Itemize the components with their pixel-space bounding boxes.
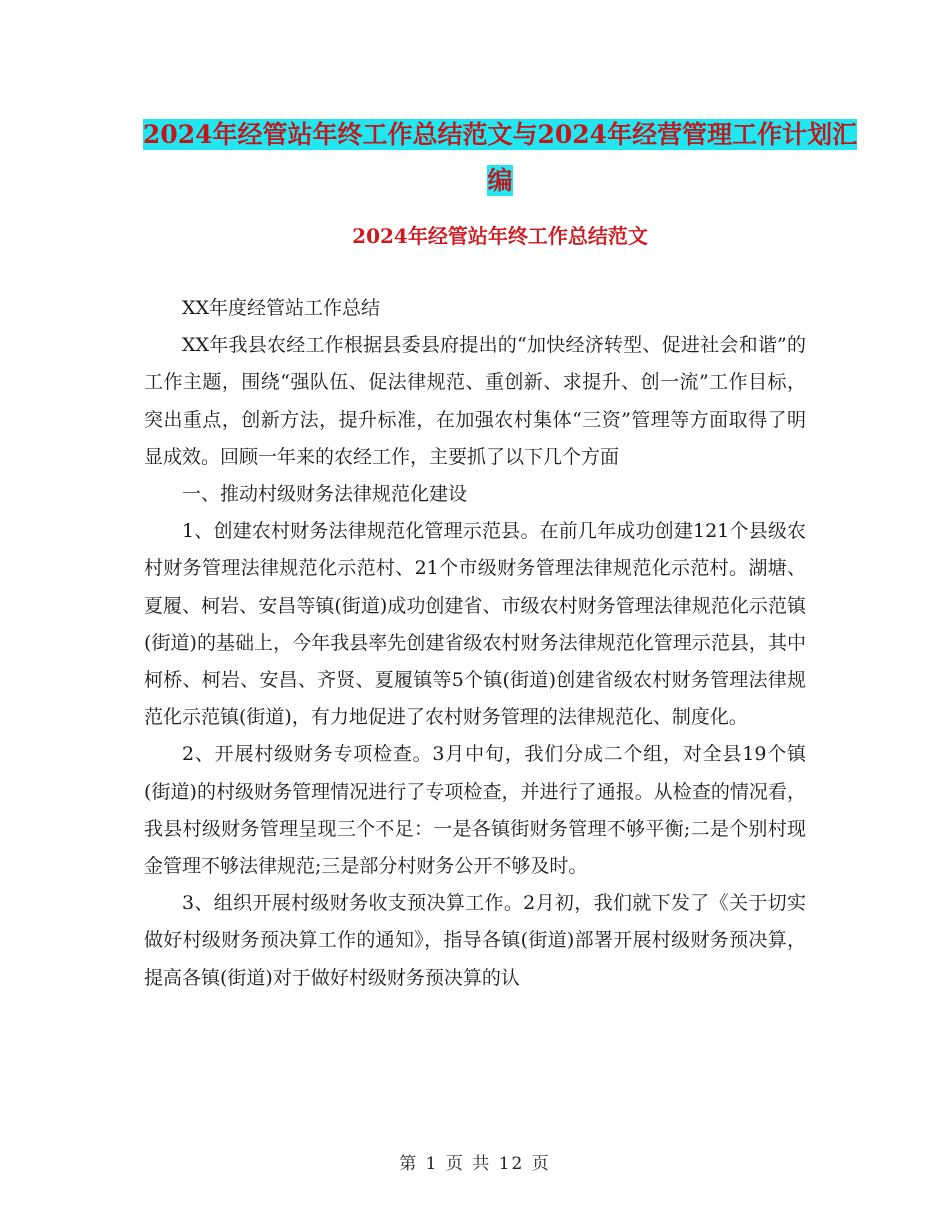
paragraph-intro: XX年我县农经工作根据县委县府提出的“加快经济转型、促进社会和谐”的工作主题，围绕“强队伍、促法律规范、重创新、求提升、创一流”工作目标，突出重点，创新方法，提升标准，在加强农村集体“三资”管理等方面取得了明显成效。回顾一年来的农经工作，主要抓了以下几个方面: [144, 334, 806, 468]
paragraph-item-1: 1、创建农村财务法律规范化管理示范县。在前几年成功创建121个县级农村财务管理法律规范化示范村、21个市级财务管理法律规范化示范村。湖塘、夏履、柯岩、安昌等镇(街道)成功创建省、市级农村财务管理法律规范化示范镇(街道)的基础上，今年我县率先创建省级农村财务法律规范化管理示范县，其中柯桥、柯岩、安昌、齐贤、夏履镇等5个镇(街道)创建省级农村财务管理法律规范化示范镇(街道)，有力地促进了农村财务管理的法律规范化、制度化。: [144, 520, 806, 729]
page-footer: 第 1 页 共 12 页: [399, 1154, 551, 1174]
paragraph-item-3: 3、组织开展村级财务收支预决算工作。2月初，我们就下发了《关于切实做好村级财务预决算工作的通知》，指导各镇(街道)部署开展村级财务预决算，提高各镇(街道)对于做好村级财务预决算的认: [144, 892, 806, 989]
section-title: 2024年经管站年终工作总结范文: [352, 224, 648, 248]
paragraph-heading: XX年度经管站工作总结: [182, 297, 381, 319]
document-body: [144, 290, 806, 997]
paragraph-item-2: 2、开展村级财务专项检查。3月中旬，我们分成二个组，对全县19个镇(街道)的村级财务管理情况进行了专项检查，并进行了通报。从检查的情况看，我县村级财务管理呈现三个不足：一是各镇街财务管理不够平衡;二是个别村现金管理不够法律规范;三是部分村财务公开不够及时。: [144, 743, 806, 878]
paragraph-section-one: 一、推动村级财务法律规范化建设: [182, 483, 468, 506]
document-title-text: 2024年经管站年终工作总结范文与2024年经营管理工作计划汇编: [142, 120, 858, 195]
document-title: [140, 112, 860, 204]
